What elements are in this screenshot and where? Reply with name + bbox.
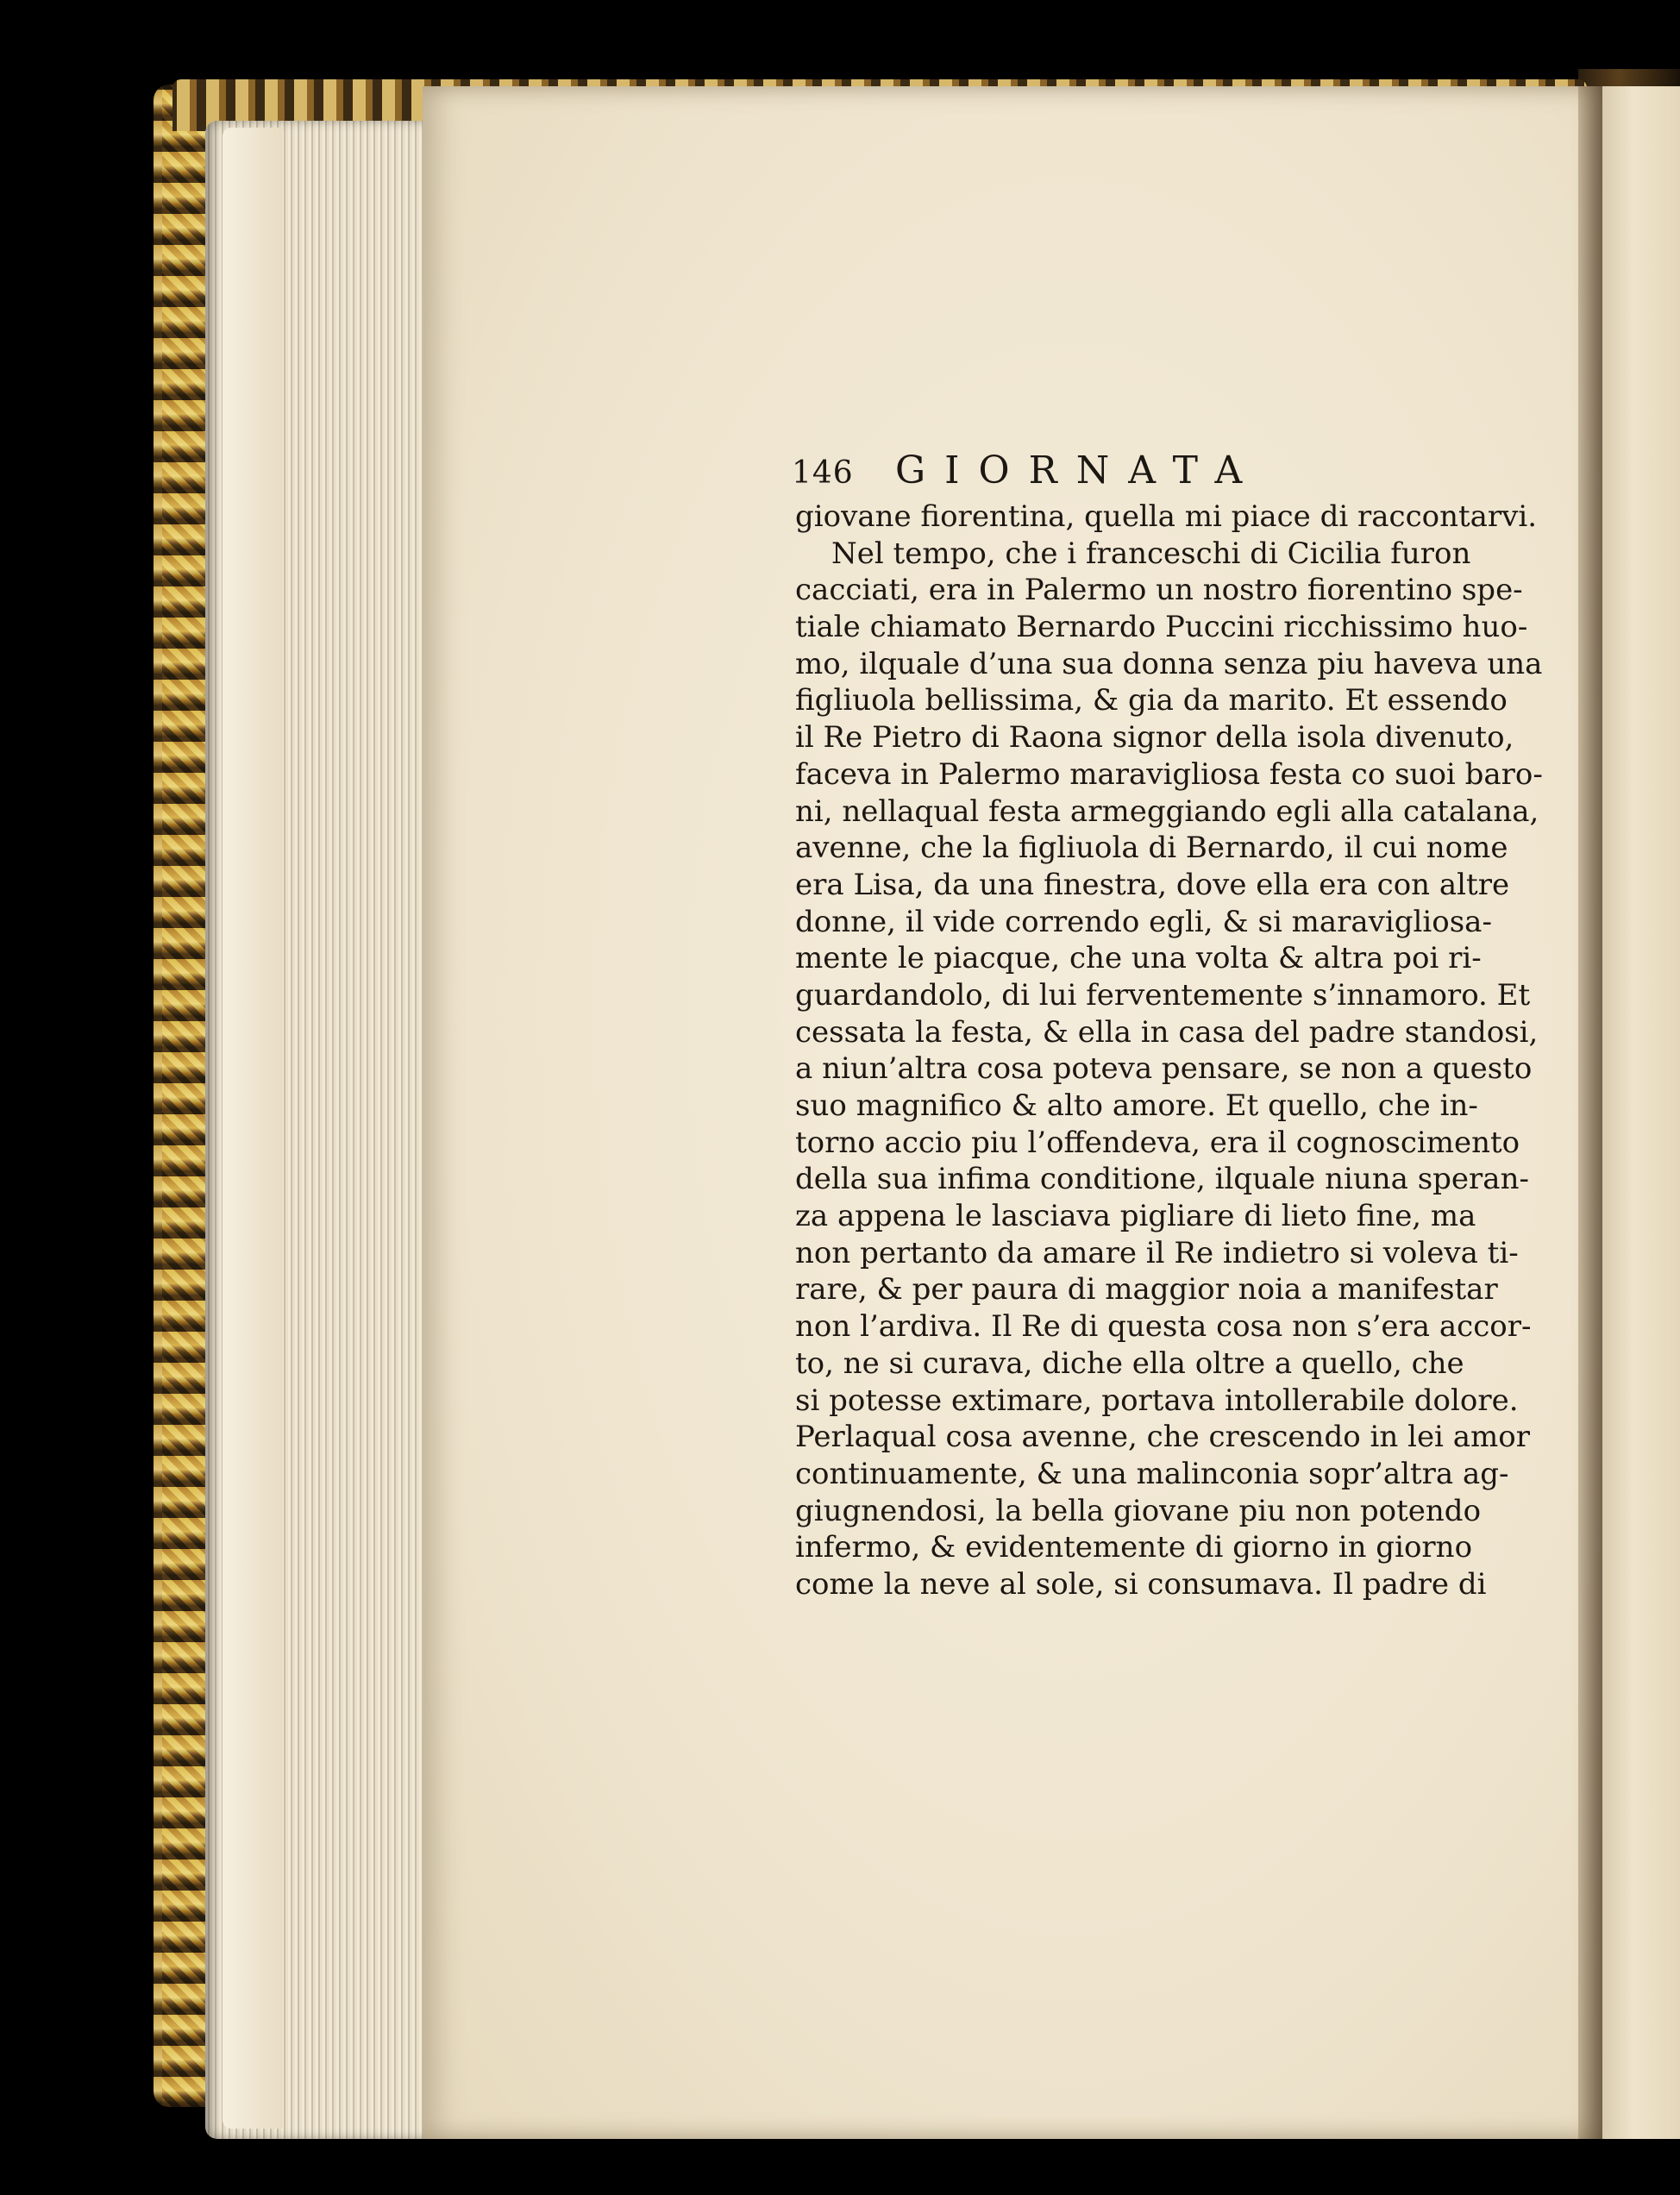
running-head-title: GIORNATA <box>895 448 1262 492</box>
text-line: to, ne si curava, diche ella oltre a quello, che <box>795 1345 1464 1381</box>
text-line: avenne, che la figliuola di Bernardo, il cui nome <box>795 831 1508 866</box>
text-line: suo magnifico & alto amore. Et quello, che in- <box>795 1088 1478 1123</box>
text-line: come la neve al sole, si consumava. Il padre di <box>795 1566 1487 1602</box>
text-line: era Lisa, da una finestra, dove ella era con altre <box>795 867 1510 902</box>
text-line: giugnendosi, la bella giovane piu non potendo <box>795 1493 1482 1528</box>
text-line: non pertanto da amare il Re indietro si voleva ti- <box>795 1235 1519 1270</box>
text-line: non l’ardiva. Il Re di questa cosa non s’era accor- <box>795 1309 1532 1345</box>
text-line: cessata la festa, & ella in casa del padre standosi, <box>795 1014 1539 1050</box>
text-line: torno accio piu l’offendeva, era il cognoscimento <box>795 1125 1520 1160</box>
text-line: mente le piacque, che una volta & altra poi ri- <box>795 941 1482 976</box>
text-line: faceva in Palermo maravigliosa festa co suoi baro- <box>795 756 1543 792</box>
text-line: figliuola bellissima, & gia da marito. Et essendo <box>795 683 1508 718</box>
text-line: mo, ilquale d’una sua donna senza piu haveva una <box>795 646 1543 681</box>
text-line: giovane fiorentina, quella mi piace di raccontarvi. <box>795 499 1538 534</box>
text-line: ni, nellaqual festa armeggiando egli alla catalana, <box>795 793 1539 829</box>
text-line: cacciati, era in Palermo un nostro fiorentino spe- <box>795 573 1523 608</box>
text-line: guardandolo, di lui ferventemente s’innamoro. Et <box>795 977 1531 1013</box>
text-line: infermo, & evidentemente di giorno in giorno <box>795 1530 1473 1565</box>
text-line: Nel tempo, che i franceschi di Cicilia furon <box>831 536 1471 571</box>
text-line: za appena le lasciava pigliare di lieto fine, ma <box>795 1199 1476 1234</box>
text-line: si potesse extimare, portava intollerabile dolore. <box>795 1383 1519 1418</box>
text-line: continuamente, & una malinconia sopr’altra ag- <box>795 1456 1509 1491</box>
facing-page-sliver <box>1602 86 1680 2139</box>
page-number: 146 <box>792 455 854 491</box>
page-gutter-shadow <box>1578 86 1602 2139</box>
body-text <box>795 499 1543 1603</box>
text-line: della sua infima conditione, ilquale niuna speran- <box>795 1162 1529 1197</box>
text-line: tiale chiamato Bernardo Puccini ricchissimo huo- <box>795 610 1528 645</box>
text-line: il Re Pietro di Raona signor della isola divenuto, <box>795 720 1514 756</box>
text-line: Perlaqual cosa avenne, che crescendo in lei amor <box>795 1420 1530 1455</box>
text-line: a niun’altra cosa poteva pensare, se non a questo <box>795 1051 1533 1087</box>
text-line: donne, il vide correndo egli, & si maravigliosa- <box>795 904 1492 939</box>
text-line: rare, & per paura di maggior noia a manifestar <box>795 1272 1498 1308</box>
page-block-edge <box>205 121 429 2139</box>
running-head <box>792 448 1292 495</box>
